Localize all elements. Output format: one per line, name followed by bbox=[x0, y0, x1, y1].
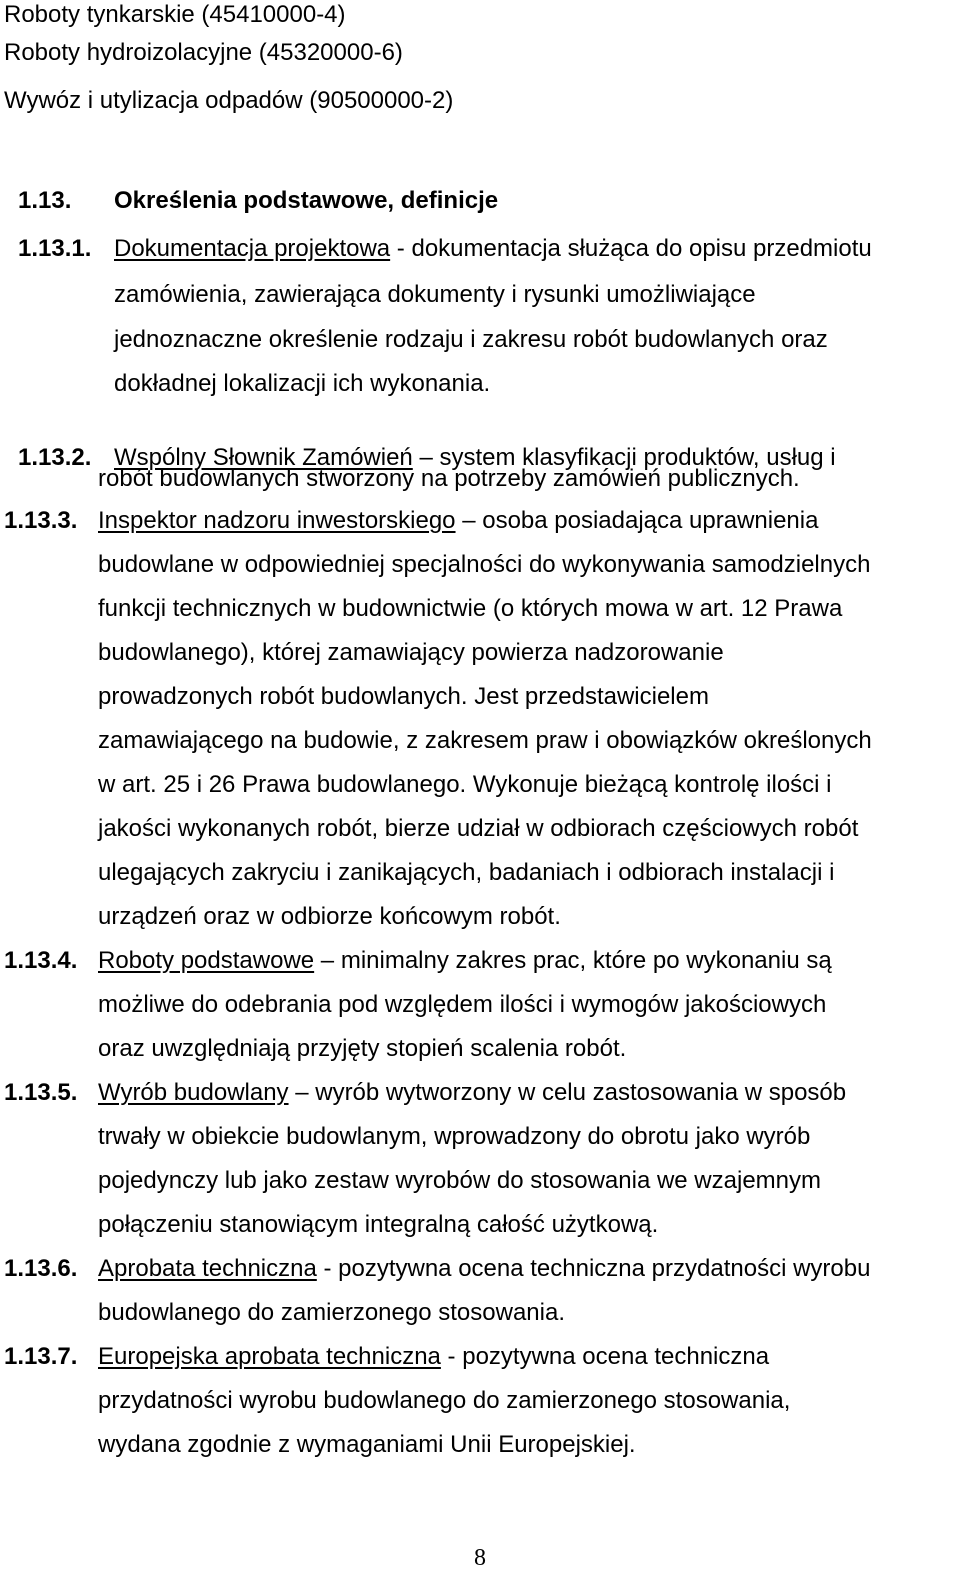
def-line: funkcji technicznych w budownictwie (o których mowa w art. 12 Prawa bbox=[98, 595, 843, 622]
def-line: zamawiającego na budowie, z zakresem praw i obowiązków określonych bbox=[98, 727, 872, 754]
def-line: ulegających zakryciu i zanikających, badaniach i odbiorach instalacji i bbox=[98, 859, 835, 886]
def-number: 1.13.4. bbox=[4, 947, 78, 974]
cpv-line-1: Roboty tynkarskie (45410000-4) bbox=[4, 1, 346, 28]
section-title: Określenia podstawowe, definicje bbox=[114, 187, 499, 214]
def-line: możliwe do odebrania pod względem ilości i wymogów jakościowych bbox=[98, 991, 827, 1018]
def-term: Roboty podstawowe bbox=[98, 947, 315, 974]
def-number: 1.13.2. bbox=[18, 444, 92, 471]
def-term: Inspektor nadzoru inwestorskiego bbox=[98, 507, 456, 534]
def-line: trwały w obiekcie budowlanym, wprowadzony do obrotu jako wyrób bbox=[98, 1123, 811, 1150]
def-line: robót budowlanych stworzony na potrzeby zamówień publicznych. bbox=[98, 465, 800, 492]
cpv-line-3: Wywóz i utylizacja odpadów (90500000-2) bbox=[4, 87, 454, 114]
def-line: urządzeń oraz w odbiorze końcowym robót. bbox=[98, 903, 561, 930]
def-line: jakości wykonanych robót, bierze udział w odbiorach częściowych robót bbox=[98, 815, 859, 842]
def-first-line: Aprobata techniczna - pozytywna ocena techniczna przydatności wyrobu bbox=[98, 1255, 871, 1282]
def-line: przydatności wyrobu budowlanego do zamierzonego stosowania, bbox=[98, 1387, 791, 1414]
def-line: oraz uwzględniają przyjęty stopień scalenia robót. bbox=[98, 1035, 627, 1062]
def-line: budowlane w odpowiedniej specjalności do wykonywania samodzielnych bbox=[98, 551, 871, 578]
def-term: Dokumentacja projektowa bbox=[114, 235, 391, 262]
def-first-line: Europejska aprobata techniczna - pozytywna ocena techniczna bbox=[98, 1343, 770, 1370]
def-line: pojedynczy lub jako zestaw wyrobów do stosowania we wzajemnym bbox=[98, 1167, 821, 1194]
def-first-line: Wspólny Słownik Zamówień – system klasyfikacji produktów, usług i bbox=[114, 444, 836, 471]
def-number: 1.13.3. bbox=[4, 507, 78, 534]
def-number: 1.13.7. bbox=[4, 1343, 78, 1370]
def-first-line: Roboty podstawowe – minimalny zakres prac, które po wykonaniu są bbox=[98, 947, 832, 974]
def-number: 1.13.5. bbox=[4, 1079, 78, 1106]
def-line: zamówienia, zawierająca dokumenty i rysunki umożliwiające bbox=[114, 281, 756, 308]
def-term: Wspólny Słownik Zamówień bbox=[114, 444, 413, 471]
section-number: 1.13. bbox=[18, 187, 72, 214]
def-text: - dokumentacja służąca do opisu przedmiotu bbox=[390, 235, 872, 262]
def-term: Wyrób budowlany bbox=[98, 1079, 289, 1106]
page-number: 8 bbox=[474, 1545, 486, 1571]
def-line: jednoznaczne określenie rodzaju i zakresu robót budowlanych oraz bbox=[114, 326, 828, 353]
def-line: połączeniu stanowiącym integralną całość użytkową. bbox=[98, 1211, 659, 1238]
def-first-line: Inspektor nadzoru inwestorskiego – osoba posiadająca uprawnienia bbox=[98, 507, 819, 534]
def-line: w art. 25 i 26 Prawa budowlanego. Wykonuje bieżącą kontrolę ilości i bbox=[98, 771, 832, 798]
def-first-line bbox=[114, 234, 946, 264]
def-line: dokładnej lokalizacji ich wykonania. bbox=[114, 370, 491, 397]
def-line: budowlanego), której zamawiający powierza nadzorowanie bbox=[98, 639, 724, 666]
def-term: Europejska aprobata techniczna bbox=[98, 1343, 441, 1370]
def-line: budowlanego do zamierzonego stosowania. bbox=[98, 1299, 565, 1326]
def-term: Aprobata techniczna bbox=[98, 1255, 317, 1282]
cpv-line-2: Roboty hydroizolacyjne (45320000-6) bbox=[4, 39, 403, 66]
def-line: prowadzonych robót budowlanych. Jest przedstawicielem bbox=[98, 683, 709, 710]
def-line: wydana zgodnie z wymaganiami Unii Europejskiej. bbox=[98, 1431, 636, 1458]
def-number: 1.13.1. bbox=[18, 235, 92, 262]
def-first-line: Wyrób budowlany – wyrób wytworzony w celu zastosowania w sposób bbox=[98, 1079, 847, 1106]
def-number: 1.13.6. bbox=[4, 1255, 78, 1282]
